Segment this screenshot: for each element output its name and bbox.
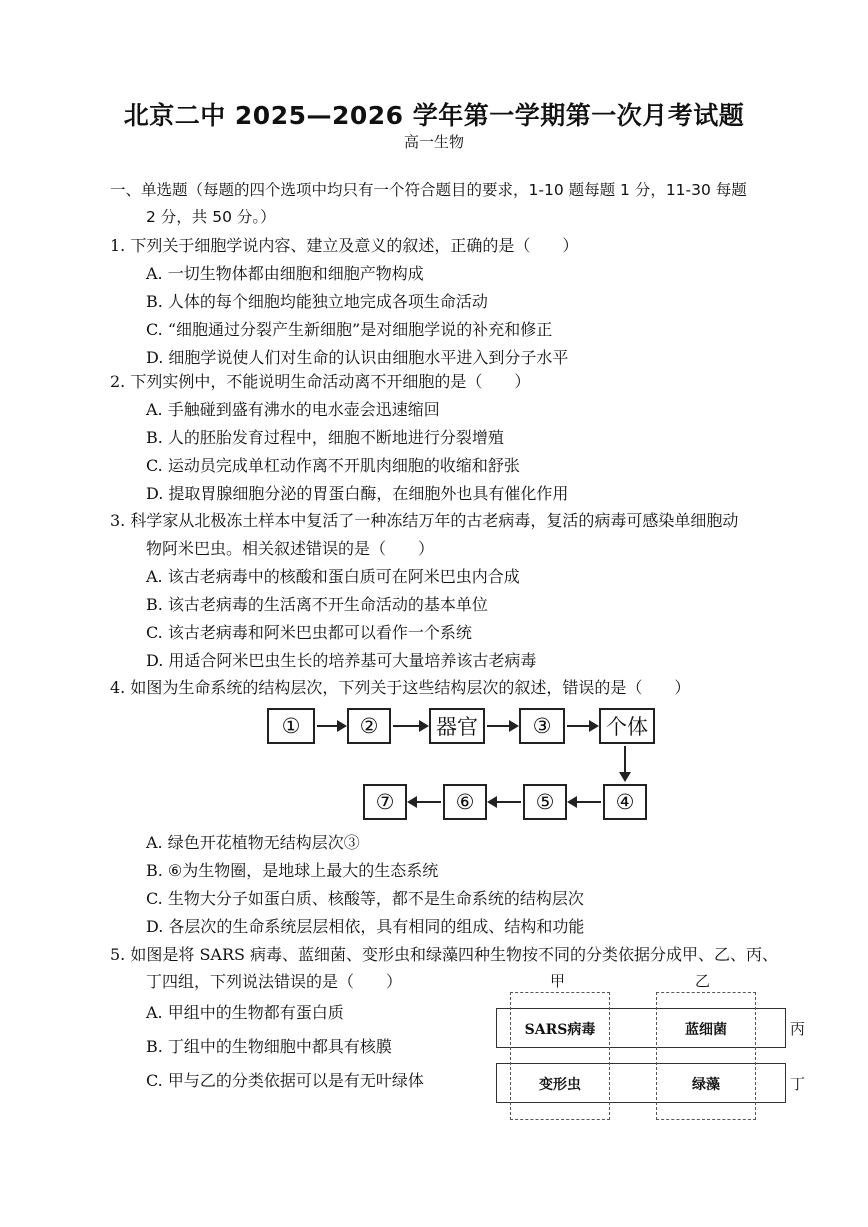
question-1-option-b: B. 人体的每个细胞均能独立地完成各项生命活动 (146, 292, 488, 311)
question-3-option-c: C. 该古老病毒和阿米巴虫都可以看作一个系统 (146, 623, 472, 642)
question-1-option-a: A. 一切生物体都由细胞和细胞产物构成 (146, 264, 424, 283)
question-5-stem-cont: 丁四组，下列说法错误的是（ ） (146, 972, 403, 991)
question-3-stem-cont: 物阿米巴虫。相关叙述错误的是（ ） (146, 539, 435, 558)
section-heading: 一、单选题（每题的四个选项中均只有一个符合题目的要求，1-10 题每题 1 分，11-30 每题 (110, 181, 747, 199)
group-header-yi: 乙 (695, 972, 711, 990)
arrow-right-icon (393, 725, 427, 727)
arrow-right-icon (317, 725, 345, 727)
exam-subject: 高一生物 (403, 133, 464, 151)
arrow-left-icon (569, 801, 601, 803)
arrow-left-icon (409, 801, 441, 803)
organism-green-algae: 绿藻 (692, 1077, 720, 1093)
question-5-option-c: C. 甲与乙的分类依据可以是有无叶绿体 (146, 1071, 424, 1090)
group-column-jia (510, 992, 610, 1120)
question-3-option-d: D. 用适合阿米巴虫生长的培养基可大量培养该古老病毒 (146, 651, 537, 670)
level-box-4: ④ (603, 784, 647, 820)
question-5-option-b: B. 丁组中的生物细胞中都具有核膜 (146, 1037, 392, 1056)
question-5-stem: 5. 如图是将 SARS 病毒、蓝细菌、变形虫和绿藻四种生物按不同的分类依据分成甲、乙、丙、 (110, 945, 779, 964)
question-4-option-c: C. 生物大分子如蛋白质、核酸等，都不是生命系统的结构层次 (146, 889, 584, 908)
group-header-bing: 丙 (790, 1020, 806, 1038)
level-box-6: ⑥ (443, 784, 487, 820)
organism-amoeba: 变形虫 (539, 1077, 581, 1093)
classification-diagram (492, 968, 808, 1128)
question-4-option-a: A. 绿色开花植物无结构层次③ (146, 833, 360, 852)
question-1-option-d: D. 细胞学说使人们对生命的认识由细胞水平进入到分子水平 (146, 348, 569, 367)
question-4-stem: 4. 如图为生命系统的结构层次，下列关于这些结构层次的叙述，错误的是（ ） (110, 678, 691, 697)
organism-sars-virus: SARS病毒 (524, 1022, 596, 1038)
question-2-option-c: C. 运动员完成单杠动作离不开肌肉细胞的收缩和舒张 (146, 456, 520, 475)
level-box-7: ⑦ (363, 784, 407, 820)
exam-title: 北京二中 2025—2026 学年第一学期第一次月考试题 (123, 101, 745, 130)
question-4-option-b: B. ⑥为生物圈，是地球上最大的生态系统 (146, 861, 439, 880)
question-3-option-b: B. 该古老病毒的生活离不开生命活动的基本单位 (146, 595, 488, 614)
question-3-option-a: A. 该古老病毒中的核酸和蛋白质可在阿米巴虫内合成 (146, 567, 520, 586)
question-4-option-d: D. 各层次的生命系统层层相依，具有相同的组成、结构和功能 (146, 917, 585, 936)
question-5-option-a: A. 甲组中的生物都有蛋白质 (146, 1003, 344, 1022)
arrow-right-icon (567, 725, 597, 727)
organism-cyanobacteria: 蓝细菌 (685, 1022, 727, 1038)
level-box-individual: 个体 (599, 708, 655, 744)
level-box-1: ① (267, 708, 315, 744)
arrow-down-icon (624, 746, 626, 780)
level-box-3: ③ (519, 708, 565, 744)
level-box-organ: 器官 (429, 708, 485, 744)
question-2-option-a: A. 手触碰到盛有沸水的电水壶会迅速缩回 (146, 400, 440, 419)
level-box-5: ⑤ (523, 784, 567, 820)
question-2-option-d: D. 提取胃腺细胞分泌的胃蛋白酶，在细胞外也具有催化作用 (146, 484, 569, 503)
section-heading-cont: 2 分，共 50 分。） (146, 208, 276, 226)
group-column-yi (656, 992, 756, 1120)
group-header-ding: 丁 (790, 1075, 806, 1093)
level-box-2: ② (347, 708, 391, 744)
question-1-stem: 1. 下列关于细胞学说内容、建立及意义的叙述，正确的是（ ） (110, 236, 579, 255)
question-2-stem: 2. 下列实例中，不能说明生命活动离不开细胞的是（ ） (110, 372, 531, 391)
question-1-option-c: C. “细胞通过分裂产生新细胞”是对细胞学说的补充和修正 (146, 320, 553, 339)
arrow-left-icon (489, 801, 521, 803)
question-2-option-b: B. 人的胚胎发育过程中，细胞不断地进行分裂增殖 (146, 428, 504, 447)
group-header-jia: 甲 (550, 972, 566, 990)
question-3-stem: 3. 科学家从北极冻土样本中复活了一种冻结万年的古老病毒，复活的病毒可感染单细胞动 (110, 511, 739, 530)
arrow-right-icon (487, 725, 517, 727)
